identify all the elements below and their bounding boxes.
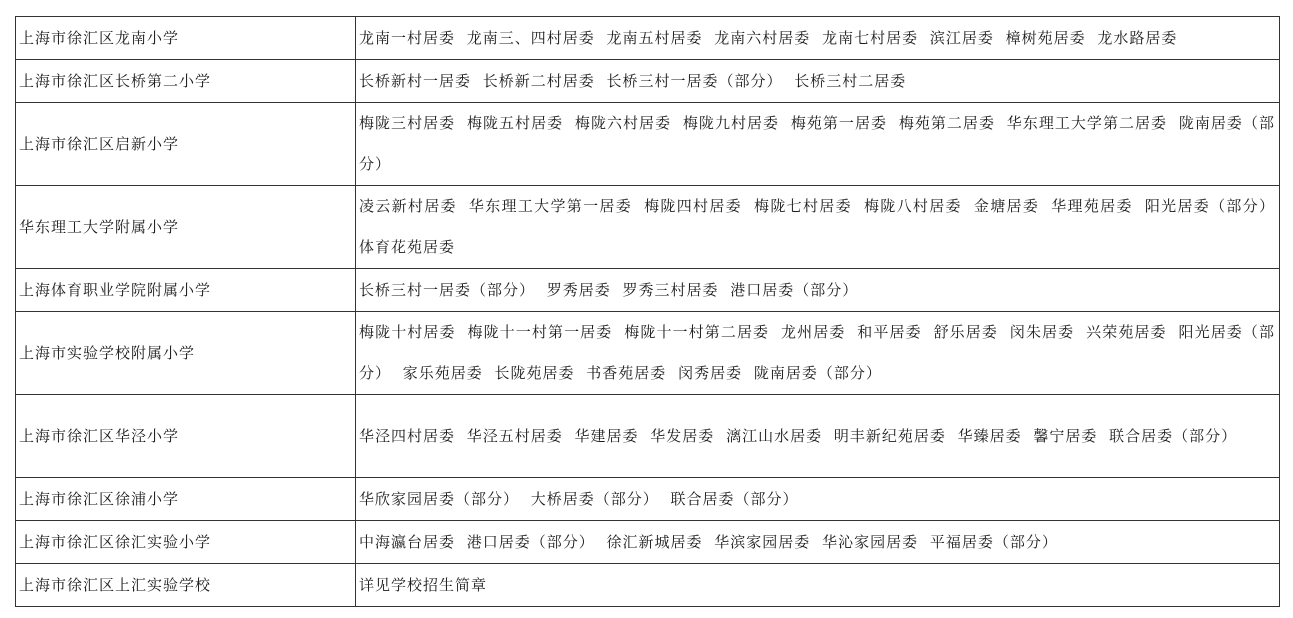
table-row [16,312,1280,395]
table-row [16,478,1280,521]
school-name-cell: 上海体育职业学院附属小学 [16,269,356,312]
school-name-cell: 上海市徐汇区华泾小学 [16,395,356,478]
table-row [16,17,1280,60]
residential-committees-cell: 详见学校招生简章 [356,564,1280,607]
school-name-cell: 上海市徐汇区上汇实验学校 [16,564,356,607]
residential-committees-cell: 长桥三村一居委（部分） 罗秀居委 罗秀三村居委 港口居委（部分） [356,269,1280,312]
table-row [16,395,1280,478]
residential-committees-cell: 梅陇三村居委 梅陇五村居委 梅陇六村居委 梅陇九村居委 梅苑第一居委 梅苑第二居委 华东理工大学第二居委 陇南居委（部分） [356,103,1280,186]
school-name-cell: 上海市徐汇区长桥第二小学 [16,60,356,103]
table-row [16,186,1280,269]
table-row [16,60,1280,103]
table-row [16,103,1280,186]
residential-committees-cell: 凌云新村居委 华东理工大学第一居委 梅陇四村居委 梅陇七村居委 梅陇八村居委 金塘居委 华理苑居委 阳光居委（部分） 体育花苑居委 [356,186,1280,269]
table-row [16,521,1280,564]
residential-committees-cell: 华泾四村居委 华泾五村居委 华建居委 华发居委 漓江山水居委 明丰新纪苑居委 华臻居委 馨宁居委 联合居委（部分） [356,395,1280,478]
residential-committees-cell: 长桥新村一居委 长桥新二村居委 长桥三村一居委（部分） 长桥三村二居委 [356,60,1280,103]
school-name-cell: 上海市徐汇区启新小学 [16,103,356,186]
school-name-cell: 上海市徐汇区徐汇实验小学 [16,521,356,564]
enrollment-zone-table [15,16,1280,607]
residential-committees-cell: 梅陇十村居委 梅陇十一村第一居委 梅陇十一村第二居委 龙州居委 和平居委 舒乐居委 闵朱居委 兴荣苑居委 阳光居委（部分） 家乐苑居委 长陇苑居委 书香苑居委 闵秀居委 陇南居委（部分） [356,312,1280,395]
table-row [16,564,1280,607]
school-name-cell: 上海市实验学校附属小学 [16,312,356,395]
residential-committees-cell: 中海瀛台居委 港口居委（部分） 徐汇新城居委 华滨家园居委 华沁家园居委 平福居委（部分） [356,521,1280,564]
residential-committees-cell: 龙南一村居委 龙南三、四村居委 龙南五村居委 龙南六村居委 龙南七村居委 滨江居委 樟树苑居委 龙水路居委 [356,17,1280,60]
school-name-cell: 上海市徐汇区徐浦小学 [16,478,356,521]
school-name-cell: 华东理工大学附属小学 [16,186,356,269]
residential-committees-cell: 华欣家园居委（部分） 大桥居委（部分） 联合居委（部分） [356,478,1280,521]
table-row [16,269,1280,312]
school-name-cell: 上海市徐汇区龙南小学 [16,17,356,60]
enrollment-zone-sheet [15,16,1279,607]
